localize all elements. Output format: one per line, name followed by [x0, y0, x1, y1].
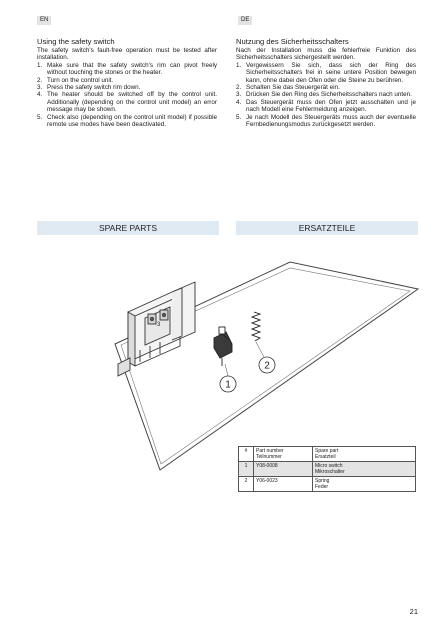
- english-step: 4. The heater should be switched off by the control unit. Additionally (depending on the control unit model) an error message may be shown.: [37, 91, 217, 114]
- english-step: 3. Press the safety switch rim down.: [37, 84, 141, 92]
- callout-1: [220, 376, 236, 392]
- table-row: [239, 462, 416, 477]
- ersatzteile-banner: ERSATZTEILE: [236, 221, 418, 235]
- row-number: 1: [239, 462, 254, 477]
- english-step: 2. Turn on the control unit.: [37, 76, 114, 84]
- parts-table: [238, 446, 416, 492]
- english-step: 5. Check also (depending on the control unit model) if possible remote use modes have been deactivated.: [37, 113, 217, 129]
- column-header-part-number: Part number Teilnummer: [254, 447, 313, 462]
- german-heading: Nutzung des Sicherheitsschalters: [236, 37, 349, 46]
- german-steps: [236, 62, 416, 129]
- callout-2: [259, 357, 275, 373]
- language-tag-de: DE: [238, 16, 252, 25]
- english-intro: The safety switch's fault-free operation must be tested after installation.: [37, 47, 217, 62]
- svg-text:2: 2: [264, 360, 270, 372]
- spare-parts-banner: SPARE PARTS: [37, 221, 219, 235]
- english-section: [37, 37, 217, 128]
- mounting-bracket: [118, 282, 195, 376]
- german-step: 1. Vergewissern Sie sich, dass sich der Ring des Sicherheitsschalters frei in seine untere Position bewegen kann, ohne dabei den Ofen oder die Steine zu berühren.: [236, 61, 416, 84]
- german-section: [236, 37, 416, 128]
- english-heading: Using the safety switch: [37, 37, 115, 46]
- row-part-name: Spring Feder: [313, 477, 416, 492]
- page-number: 21: [409, 607, 418, 616]
- row-part-name: Micro switch Mikroschalter: [313, 462, 416, 477]
- table-row: [239, 477, 416, 492]
- german-step: 5. Je nach Modell des Steuergeräts muss auch der eventuelle Fernbedienungsmodus zurückgesetzt werden.: [236, 113, 416, 129]
- bracket-label: 3: [157, 322, 161, 328]
- english-steps: [37, 62, 217, 129]
- svg-text:1: 1: [225, 379, 231, 391]
- row-part-number: Y06-0023: [254, 477, 313, 492]
- german-step: 3. Drücken Sie den Ring des Sicherheitsschalters nach unten.: [236, 91, 412, 99]
- heater-safety-switch-drawing: [100, 244, 440, 474]
- column-header-spare-part: Spare part Ersatzteil: [313, 447, 416, 462]
- row-part-number: Y08-0008: [254, 462, 313, 477]
- german-intro: Nach der Installation muss die fehlerfreie Funktion des Sicherheitsschalters sichergestellt werden.: [236, 47, 416, 62]
- column-header-number: #: [239, 447, 254, 462]
- table-header-row: [239, 447, 416, 462]
- language-tag-en: EN: [37, 16, 51, 25]
- row-number: 2: [239, 477, 254, 492]
- german-step: 4. Das Steuergerät muss den Ofen jetzt ausschalten und je nach Modell eine Fehlermeldung anzeigen.: [236, 98, 416, 114]
- german-step: 2. Schalten Sie das Steuergerät ein.: [236, 84, 340, 92]
- english-step: 1. Make sure that the safety switch's rim can pivot freely without touching the stones or the heater.: [37, 61, 217, 77]
- spring: [252, 312, 260, 341]
- micro-switch: [214, 327, 232, 366]
